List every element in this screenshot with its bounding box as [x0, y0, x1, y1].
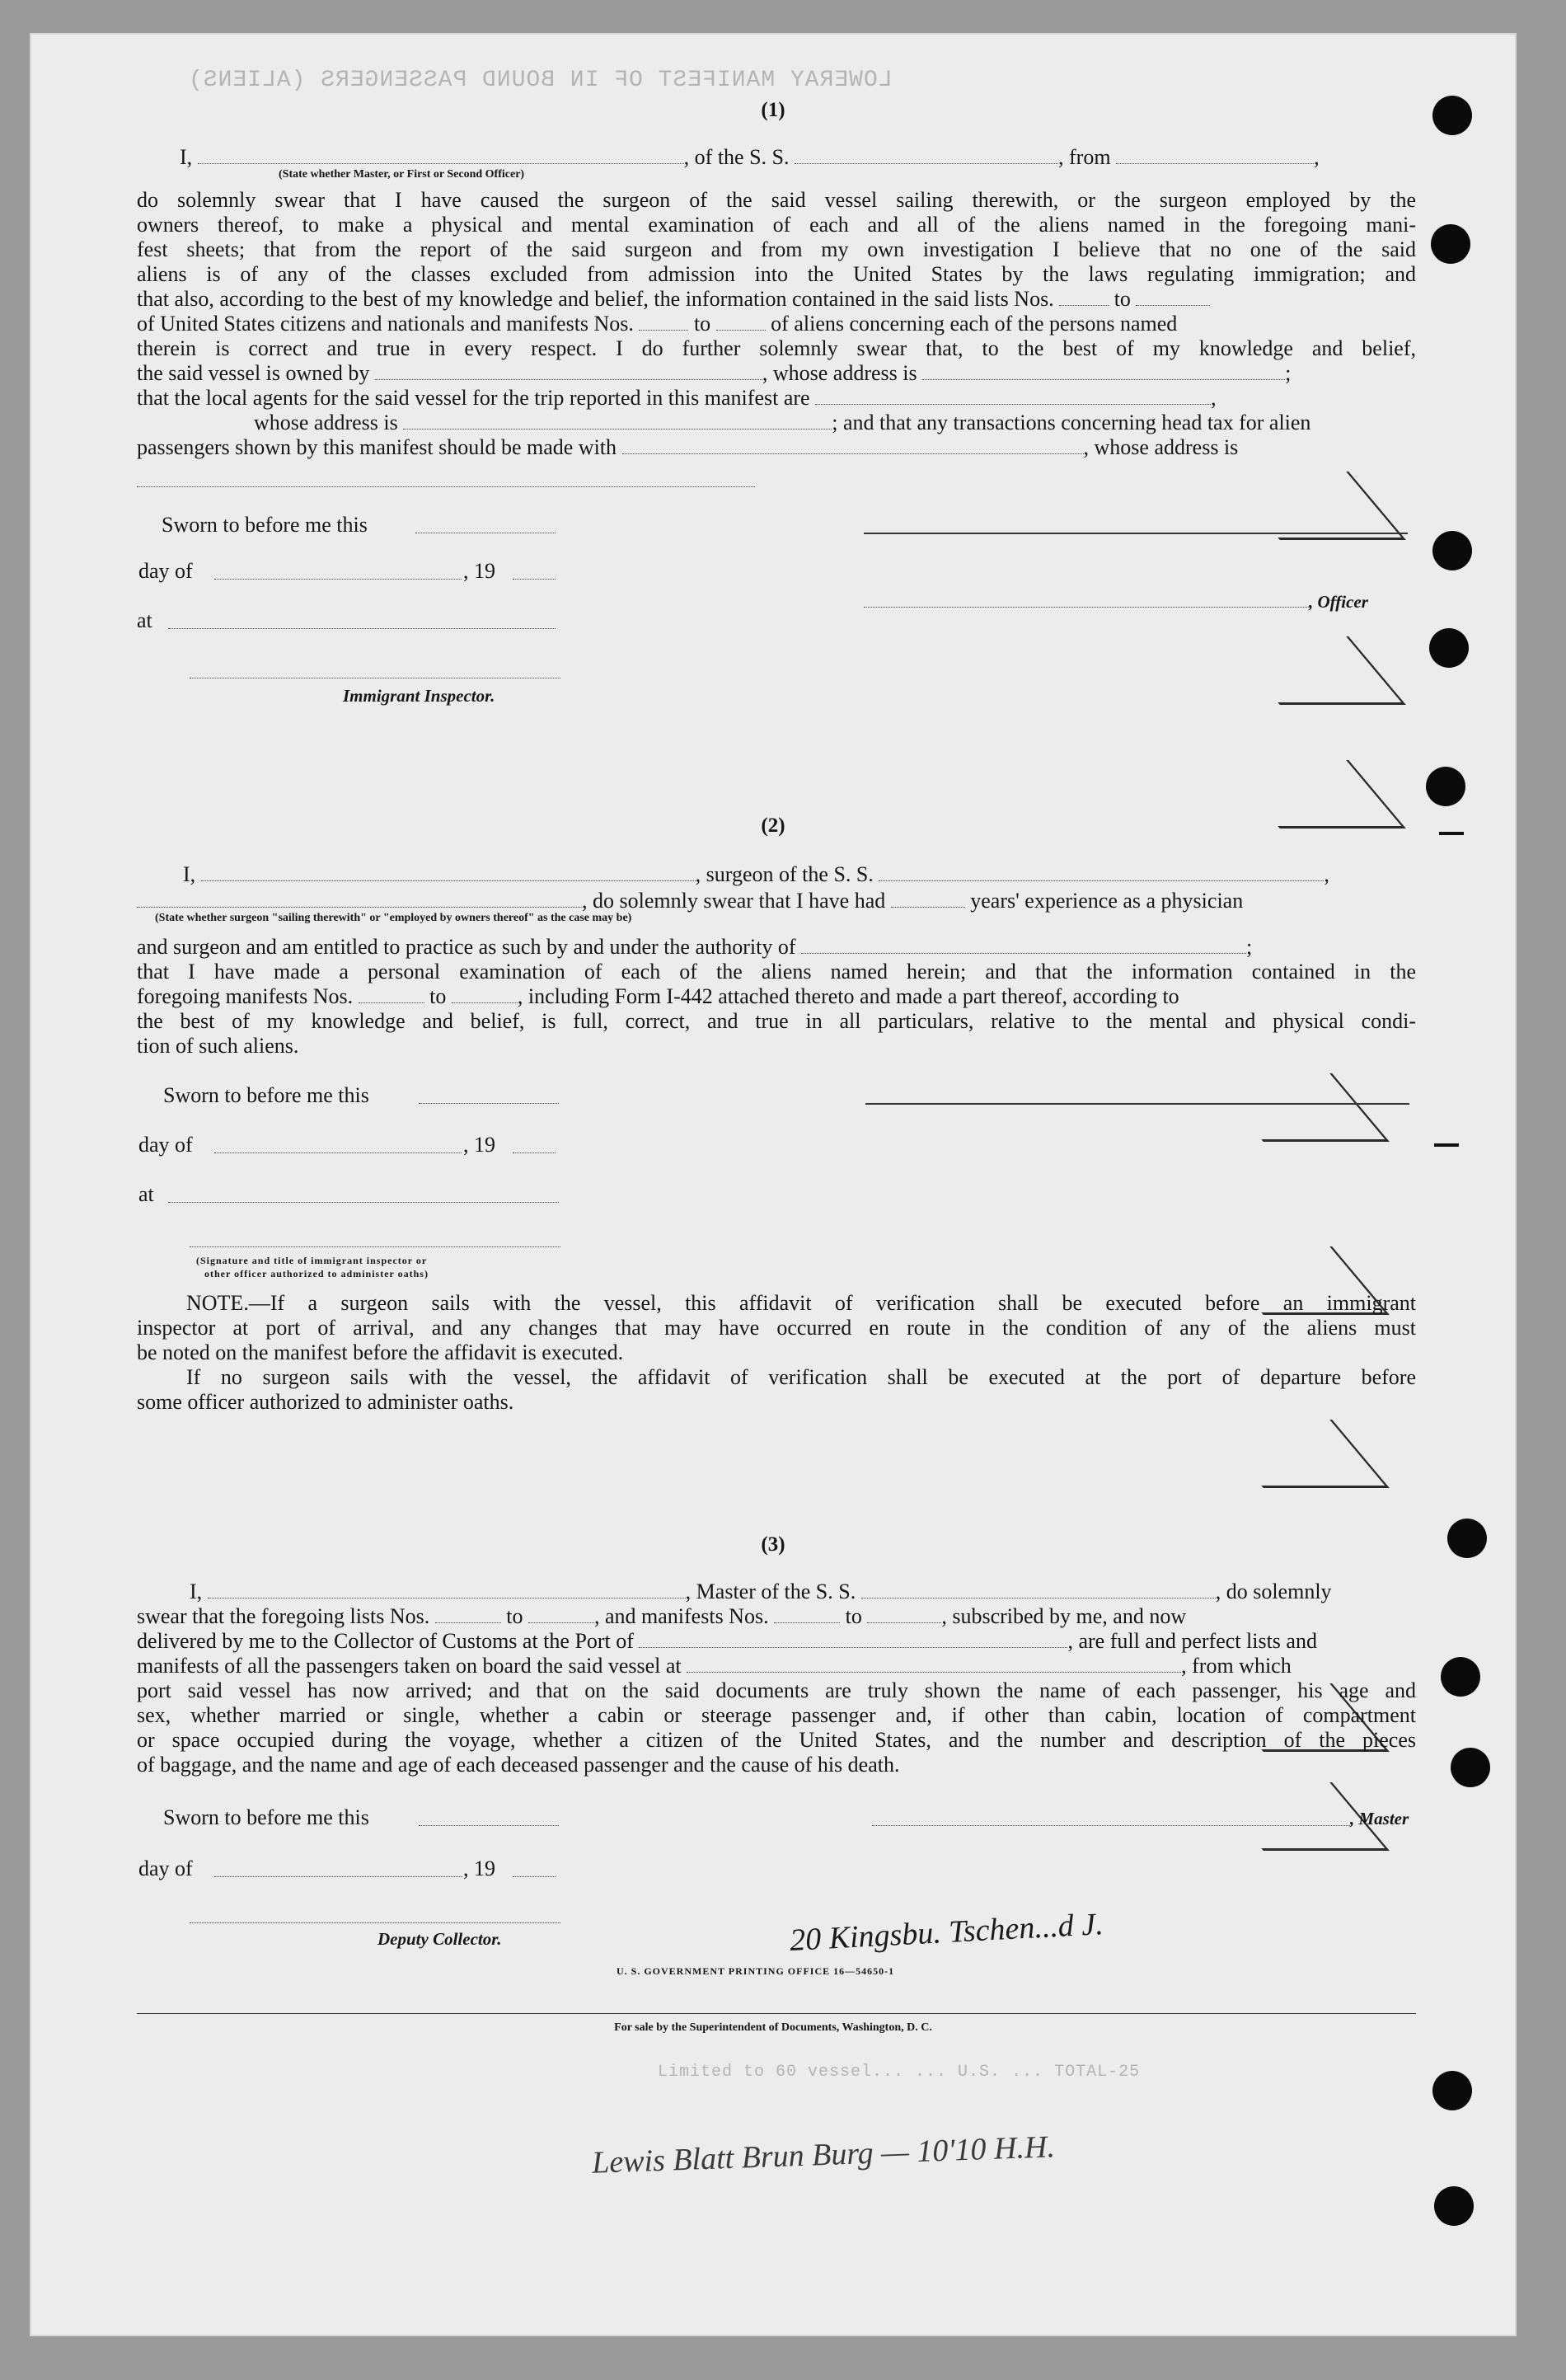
s1-inspector-label: Immigrant Inspector.: [343, 686, 495, 706]
s2-note-5: some officer authorized to administer oaths.: [137, 1390, 514, 1414]
bleed-through-top: LOWERAY MANIFEST OF IN BOUND PASSENGERS (ALIENS): [188, 68, 893, 93]
s1-para-1: do solemnly swear that I have caused the surgeon of the said vessel sailing therewith, or the surgeon employed by the: [137, 188, 1416, 212]
punch-hole: [1451, 1748, 1490, 1787]
s3-master-label: , Master: [1350, 1809, 1409, 1828]
s3-sworn-line: [419, 1825, 559, 1826]
s2-para-2: that I have made a personal examination of each of the aliens named herein; and that the information contained in the: [137, 960, 1416, 983]
s2-line-2: , do solemnly swear that I have had years' experience as a physician: [137, 889, 1416, 913]
s2-note-3: be noted on the manifest before the affidavit is executed.: [137, 1340, 624, 1364]
s1-address-line: [137, 486, 755, 487]
s2-sworn-line: [419, 1103, 559, 1104]
s1-para-6: of United States citizens and nationals and manifests Nos. to of aliens concerning each of the persons named: [137, 312, 1178, 336]
section-2-heading: (2): [761, 814, 785, 837]
s3-line-2: swear that the foregoing lists Nos. to , and manifests Nos. to , subscribed by me, and now: [137, 1604, 1187, 1628]
check-mark: [1222, 636, 1406, 705]
s1-para-8: the said vessel is owned by , whose address is ;: [137, 361, 1292, 385]
check-mark: [1222, 472, 1406, 540]
s3-para-5: port said vessel has now arrived; and that on the said documents are truly shown the name of each passenger, his age and: [137, 1678, 1416, 1702]
handwritten-annotation-2: Lewis Blatt Brun Burg — 10'10 H.H.: [591, 2129, 1056, 2180]
s2-note-4: If no surgeon sails with the vessel, the affidavit of verification shall be executed at the port of departure before: [186, 1365, 1416, 1389]
s2-year: , 19: [463, 1133, 495, 1157]
s1-at: at: [137, 608, 152, 632]
s1-at-line: [168, 628, 556, 629]
s2-line-1: I, , surgeon of the S. S. ,: [183, 862, 1329, 886]
s1-caption: (State whether Master, or First or Second Officer): [279, 168, 525, 181]
s1-year: , 19: [463, 559, 495, 583]
section-1-heading: (1): [761, 99, 785, 121]
s1-line-1: I, , of the S. S. , from ,: [180, 145, 1320, 169]
s3-para-6: sex, whether married or single, whether a cabin or steerage passenger and, if other than cabin, location of compartment: [137, 1703, 1416, 1727]
s3-para-8: of baggage, and the name and age of each deceased passenger and the cause of his death.: [137, 1753, 900, 1777]
s1-day-line: [214, 579, 462, 580]
s2-para-4: the best of my knowledge and belief, is full, correct, and true in all particulars, relative to the mental and physical condi-: [137, 1009, 1416, 1033]
s1-day: day of: [138, 559, 193, 583]
punch-hole: [1432, 2071, 1472, 2110]
check-mark: [1206, 1420, 1390, 1488]
check-mark: [1206, 1073, 1390, 1142]
punch-hole: [1429, 628, 1469, 668]
s3-line-3: delivered by me to the Collector of Customs at the Port of , are full and perfect lists and: [137, 1629, 1317, 1653]
punch-hole: [1426, 767, 1465, 806]
s2-sworn: Sworn to before me this: [163, 1083, 369, 1107]
s1-officer-label: , Officer: [1309, 592, 1368, 612]
s1-para-11: passengers shown by this manifest should be made with , whose address is: [137, 435, 1239, 459]
s3-day-line: [214, 1876, 462, 1877]
s2-para-3: foregoing manifests Nos. to , including Form I-442 attached thereto and made a part thereof, according to: [137, 984, 1179, 1008]
s2-para-1: and surgeon and am entitled to practice as such by and under the authority of ;: [137, 935, 1253, 959]
s2-signature-line: [865, 1103, 1409, 1105]
s1-officer-sig-line: [864, 533, 1408, 534]
s2-signature-official-line: [190, 1246, 560, 1247]
punch-hole: [1434, 2186, 1474, 2226]
s3-year-line: [513, 1876, 556, 1877]
s2-sig-caption-2: other officer authorized to administer oaths): [204, 1268, 429, 1279]
gpo-imprint: U. S. GOVERNMENT PRINTING OFFICE 16—54650-1: [617, 1965, 895, 1977]
s2-year-line: [513, 1152, 556, 1153]
s1-para-3: fest sheets; that from the report of the said surgeon and from my own investigation I believe that no one of the said: [137, 237, 1416, 261]
s3-year: , 19: [463, 1857, 495, 1880]
s2-para-5: tion of such aliens.: [137, 1034, 299, 1058]
s2-day-line: [214, 1152, 462, 1153]
s1-para-10: whose address is ; and that any transactions concerning head tax for alien: [254, 411, 1311, 434]
punch-hole: [1441, 1657, 1480, 1697]
s1-para-7: therein is correct and true in every respect. I do further solemnly swear that, to the best of my knowledge and belief,: [137, 336, 1416, 360]
s2-at-line: [168, 1202, 559, 1203]
s3-day: day of: [138, 1857, 193, 1880]
s1-officer-line: [864, 607, 1309, 608]
s2-at: at: [138, 1182, 154, 1206]
s2-day: day of: [138, 1133, 193, 1157]
s3-sworn: Sworn to before me this: [163, 1805, 369, 1829]
punch-hole: [1431, 224, 1470, 264]
footer-rule: [137, 2013, 1416, 2014]
s3-line-4: manifests of all the passengers taken on board the said vessel at , from which: [137, 1654, 1292, 1678]
s1-sworn: Sworn to before me this: [162, 513, 368, 537]
s2-sig-caption-1: (Signature and title of immigrant inspector or: [196, 1255, 428, 1266]
s1-para-2: owners thereof, to make a physical and mental examination of each and all of the aliens named in the foregoing mani-: [137, 213, 1416, 237]
margin-mark: [1434, 1143, 1459, 1147]
s1-para-4: aliens is of any of the classes excluded from admission into the United States by the laws regulating immigration; and: [137, 262, 1416, 286]
s2-note-1: NOTE.—If a surgeon sails with the vessel, this affidavit of verification shall be executed before an immigrant: [186, 1291, 1416, 1315]
s1-para-9: that the local agents for the said vessel for the trip reported in this manifest are ,: [137, 386, 1217, 410]
footer-text: For sale by the Superintendent of Documents, Washington, D. C.: [614, 2021, 932, 2034]
s2-note-2: inspector at port of arrival, and any changes that may have occurred en route in the condition of any of the aliens must: [137, 1316, 1416, 1340]
s3-line-1: I, , Master of the S. S. , do solemnly: [190, 1580, 1332, 1603]
s3-master-line: [872, 1825, 1350, 1826]
s3-deputy-line: [190, 1922, 560, 1923]
bleed-through-bottom: Limited to 60 vessel... ... U.S. ... TOTAL-25: [658, 2063, 1141, 2082]
punch-hole: [1432, 531, 1472, 570]
s3-deputy-label: Deputy Collector.: [377, 1929, 502, 1949]
s2-caption: (State whether surgeon "sailing therewith" or "employed by owners thereof" as the case may be): [155, 912, 632, 924]
section-3-heading: (3): [761, 1533, 785, 1556]
s1-year-line: [513, 579, 556, 580]
handwritten-annotation-1: 20 Kingsbu. Tschen...d J.: [789, 1907, 1104, 1958]
s3-para-7: or space occupied during the voyage, whether a citizen of the United States, and the number and description of the pieces: [137, 1728, 1416, 1752]
document-sheet: [31, 35, 1515, 2335]
s1-para-5: that also, according to the best of my knowledge and belief, the information contained in the said lists Nos. to: [137, 287, 1416, 312]
